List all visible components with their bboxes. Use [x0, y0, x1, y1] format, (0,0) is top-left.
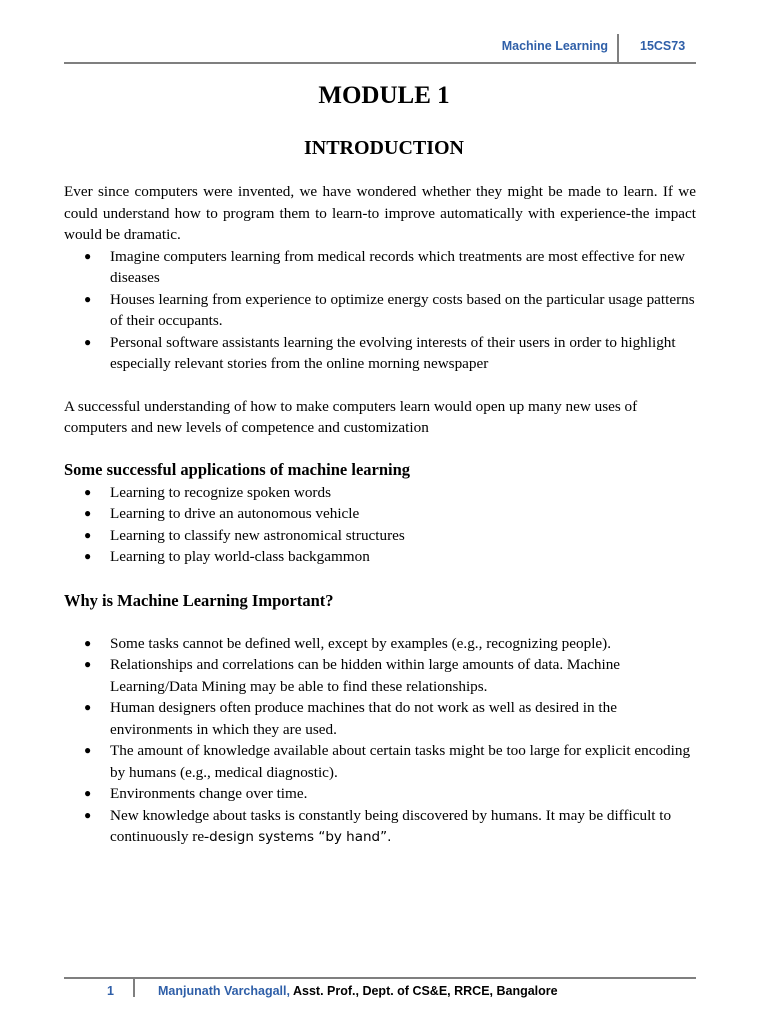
bullet-icon: ●: [84, 700, 92, 714]
bullet-icon: ●: [84, 743, 92, 757]
bullet-icon: ●: [84, 786, 92, 800]
bullet-icon: ●: [84, 549, 92, 563]
list-item-text: Learning to drive an autonomous vehicle: [110, 505, 360, 522]
intro-paragraph: Ever since computers were invented, we have wondered whether they might be made to learn. If we could understand how to program them to learn-to improve automatically with experience-the impact would be dramatic.: [64, 183, 696, 243]
footer-author: Manjunath Varchagall,: [158, 984, 290, 998]
importance-heading: Why is Machine Learning Important?: [64, 590, 334, 610]
header-rule: [64, 62, 696, 64]
list-item-text: Some tasks cannot be defined well, except by examples (e.g., recognizing people).: [110, 634, 612, 652]
list-item: [84, 332, 696, 375]
footer-rule: [64, 977, 696, 979]
list-item-text: Environments change over time.: [110, 785, 308, 802]
list-item: [84, 525, 696, 547]
list-item: [84, 289, 696, 332]
footer-credit: [158, 984, 558, 998]
document-body: [64, 181, 696, 849]
list-item: [84, 503, 696, 525]
header-course-code: 15CS73: [640, 39, 686, 53]
intro-bullet-list: [64, 246, 696, 375]
bullet-icon: ●: [84, 291, 92, 306]
importance-list: [64, 633, 696, 849]
list-item-text: Learning to play world-class backgammon: [110, 548, 370, 565]
bullet-icon: ●: [84, 334, 92, 349]
bullet-icon: ●: [84, 506, 92, 520]
list-item-text: Personal software assistants learning the evolving interests of their users in order to highlight especially relevant stories from the online morning newspaper: [110, 333, 676, 372]
page-footer: [64, 977, 696, 1017]
list-item-text: New knowledge about tasks is constantly being discovered by humans. It may be difficult to continuously re-: [110, 806, 672, 845]
list-item: [84, 546, 696, 568]
list-item: [84, 654, 696, 697]
bullet-icon: ●: [84, 807, 92, 822]
page-number: 1: [107, 984, 114, 998]
list-item: [84, 697, 696, 740]
list-item-text: Human designers often produce machines that do not work as well as desired in the environments in which they are used.: [110, 699, 617, 738]
list-item-text: The amount of knowledge available about certain tasks might be too large for explicit encoding by humans (e.g., medical diagnostic).: [110, 742, 691, 781]
footer-separator: [133, 977, 135, 997]
list-item: [84, 633, 696, 655]
closing-paragraph: A successful understanding of how to make computers learn would open up many new uses of computers and new levels of competence and customization: [64, 397, 638, 436]
bullet-icon: ●: [84, 657, 92, 671]
list-item: [84, 783, 696, 805]
list-item-text-tail: design systems “by hand”.: [209, 829, 392, 845]
bullet-icon: ●: [84, 248, 92, 263]
header-separator: [617, 34, 619, 63]
list-item: [84, 246, 696, 289]
page-header: [64, 34, 696, 64]
list-item: [84, 482, 696, 504]
list-item-text: Houses learning from experience to optimize energy costs based on the particular usage patterns of their occupants.: [110, 290, 695, 329]
bullet-icon: ●: [84, 484, 92, 499]
section-title: INTRODUCTION: [303, 137, 465, 159]
list-item: [84, 805, 696, 849]
header-title: Machine Learning: [501, 39, 608, 53]
module-title: MODULE 1: [318, 82, 450, 109]
list-item-text: Imagine computers learning from medical records which treatments are most effective for new diseases: [110, 247, 685, 286]
applications-list: [64, 482, 696, 568]
bullet-icon: ●: [84, 527, 92, 542]
bullet-icon: ●: [84, 635, 92, 650]
list-item: [84, 740, 696, 783]
list-item-text: Learning to classify new astronomical structures: [110, 526, 405, 544]
list-item-text: Relationships and correlations can be hidden within large amounts of data. Machine Learning/Data Mining may be able to find these relationships.: [110, 656, 621, 695]
applications-heading: Some successful applications of machine learning: [64, 459, 411, 479]
footer-affiliation: Asst. Prof., Dept. of CS&E, RRCE, Bangalore: [289, 984, 558, 998]
list-item-text: Learning to recognize spoken words: [110, 483, 331, 501]
